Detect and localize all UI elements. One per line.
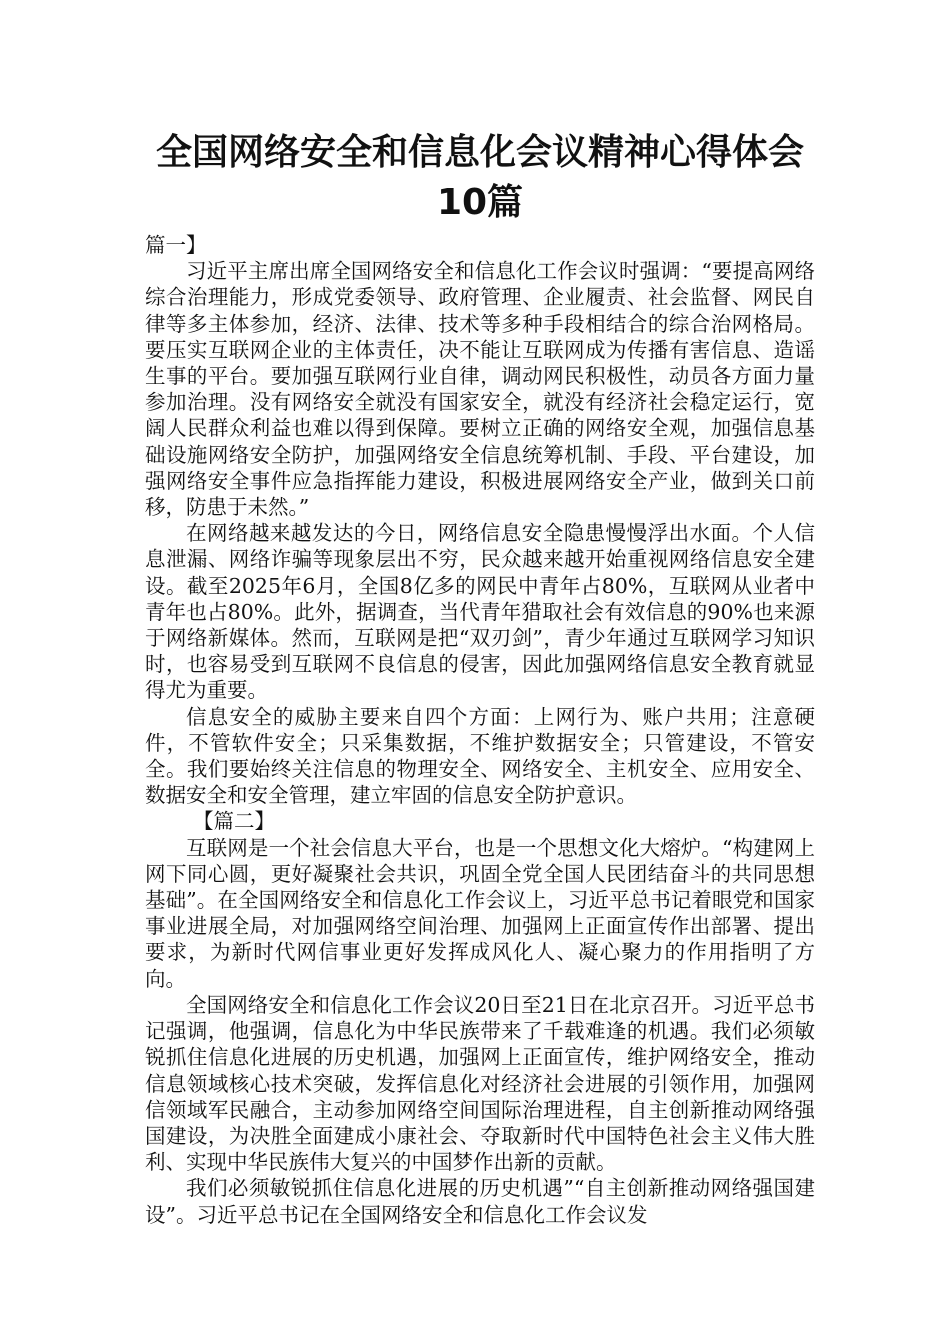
title-line-1: 全国网络安全和信息化会议精神心得体会 [155, 132, 804, 173]
document-title [145, 128, 815, 228]
section-label-2: 【篇二】 [193, 809, 275, 834]
paragraph-2-2: 全国网络安全和信息化工作会议20日至21日在北京召开。习近平总书记强调，他强调，信息化为中华民族带来了千载难逢的机遇。我们必须敏锐抓住信息化进展的历史机遇，加强网上正面宣传，维护网络安全，推动信息领域核心技术突破，发挥信息化对经济社会进展的引领作用，加强网信领域军民融合，主动参加网络空间国际治理进程，自主创新推动网络强国建设，为决胜全面建成小康社会、夺取新时代中国特色社会主义伟大胜利、实现中华民族伟大复兴的中国梦作出新的贡献。 [145, 992, 815, 1175]
paragraph-2-3: 我们必须敏锐抓住信息化进展的历史机遇”“自主创新推动网络强国建设”。习近平总书记在全国网络安全和信息化工作会议发 [145, 1176, 815, 1227]
title-line-2: 10篇 [436, 182, 524, 223]
document-page [145, 0, 815, 1344]
paragraph-1-1: 习近平主席出席全国网络安全和信息化工作会议时强调：“要提高网络综合治理能力，形成党委领导、政府管理、企业履责、社会监督、网民自律等多主体参加，经济、法律、技术等多种手段相结合的综合治网格局。要压实互联网企业的主体责任，决不能让互联网成为传播有害信息、造谣生事的平台。要加强互联网行业自律，调动网民积极性，动员各方面力量参加治理。没有网络安全就没有国家安全，就没有经济社会稳定运行，宽阔人民群众利益也难以得到保障。要树立正确的网络安全观，加强信息基础设施网络安全防护，加强网络安全信息统筹机制、手段、平台建设，加强网络安全事件应急指挥能力建设，积极进展网络安全产业，做到关口前移，防患于未然。” [145, 259, 815, 520]
paragraph-1-3: 信息安全的威胁主要来自四个方面：上网行为、账户共用；注意硬件，不管软件安全；只采集数据，不维护数据安全；只管建设，不管安全。我们要始终关注信息的物理安全、网络安全、主机安全、应用安全、数据安全和安全管理，建立牢固的信息安全防护意识。 [145, 704, 815, 808]
paragraph-2-1: 互联网是一个社会信息大平台，也是一个思想文化大熔炉。“构建网上网下同心圆，更好凝聚社会共识，巩固全党全国人民团结奋斗的共同思想基础”。在全国网络安全和信息化工作会议上，习近平总书记着眼党和国家事业进展全局，对加强网络空间治理、加强网上正面宣传作出部署、提出要求，为新时代网信事业更好发挥成风化人、凝心聚力的作用指明了方向。 [145, 835, 815, 991]
paragraph-1-2: 在网络越来越发达的今日，网络信息安全隐患慢慢浮出水面。个人信息泄漏、网络诈骗等现象层出不穷，民众越来越开始重视网络信息安全建设。截至2025年6月，全国8亿多的网民中青年占80%，互联网从业者中青年也占80%。此外，据调查，当代青年猎取社会有效信息的90%也来源于网络新媒体。然而，互联网是把“双刃剑”，青少年通过互联网学习知识时，也容易受到互联网不良信息的侵害，因此加强网络信息安全教育就显得尤为重要。 [145, 521, 815, 703]
document-body [145, 232, 815, 1228]
section-label-1: 篇一】 [145, 233, 207, 257]
